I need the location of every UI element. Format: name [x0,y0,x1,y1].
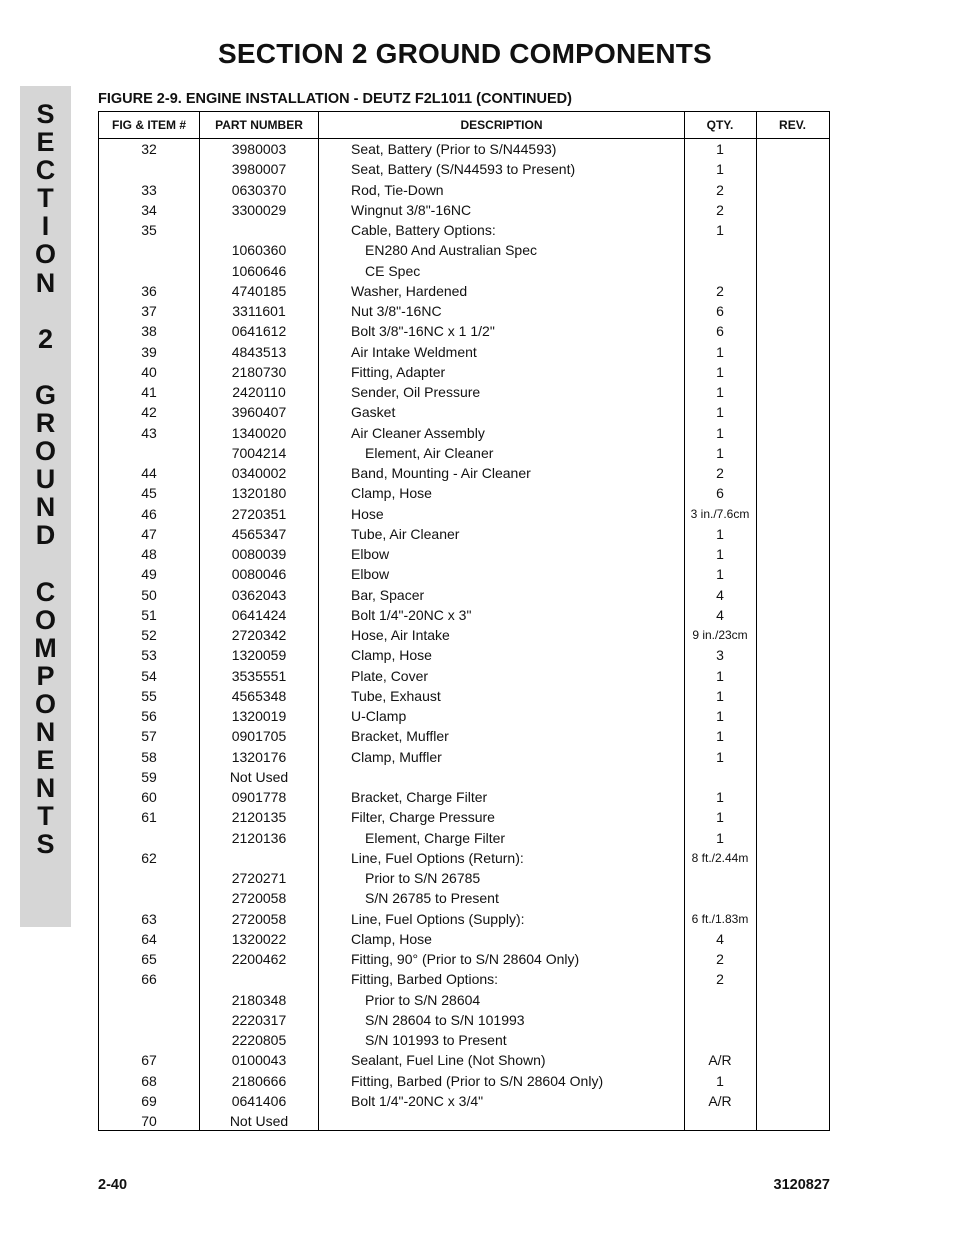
table-row [99,787,829,807]
part-number-cell: 2720058 [231,890,287,907]
part-number-cell: 2120135 [231,809,287,826]
fig-item-cell: 32 [141,141,157,157]
part-number-cell: 3980007 [231,161,287,178]
description-cell: Plate, Cover [351,667,429,684]
qty-cell: 1 [716,384,724,400]
table-row [99,1010,829,1030]
fig-item-cell: 52 [141,627,157,643]
description-cell: Seat, Battery (S/N44593 to Present) [351,161,576,178]
part-number-cell: 0100043 [231,1052,287,1069]
fig-item-cell: 35 [141,222,157,238]
fig-item-cell: 41 [141,384,157,400]
table-row [99,828,829,848]
part-number-cell: 0901778 [231,789,287,805]
part-number-cell: 7004214 [231,444,287,461]
description-cell: Prior to S/N 28604 [365,991,481,1008]
fig-item-cell: 40 [141,363,157,380]
part-number-cell: 4565348 [231,687,287,704]
part-number-cell: 3311601 [232,303,286,319]
table-row [99,929,829,949]
fig-item-cell: 55 [141,687,157,704]
fig-item-cell: 67 [141,1052,157,1069]
table-row [99,1030,829,1050]
fig-item-cell: 60 [141,789,157,805]
qty-cell: 1 [716,222,724,238]
fig-item-cell: 44 [141,465,157,481]
part-number-cell: 2720058 [231,910,287,927]
fig-item-cell: 42 [141,404,157,421]
description-cell: Air Intake Weldment [351,343,477,360]
document-number: 3120827 [773,1177,830,1193]
fig-item-cell: 68 [141,1072,157,1089]
table-row [99,321,829,341]
qty-cell: 9 in./23cm [692,628,748,642]
table-row [99,564,829,584]
table-row [99,463,829,483]
header-fig-item: FIG & ITEM # [111,118,186,132]
description-cell: Cable, Battery Options: [351,222,496,238]
table-row [99,747,829,767]
table-row [99,686,829,706]
table-row [99,605,829,625]
table-row [99,504,829,524]
fig-item-cell: 63 [141,910,157,927]
qty-cell: 1 [716,566,724,583]
description-cell: Element, Air Cleaner [365,444,494,461]
table-row [99,585,829,605]
qty-cell: 1 [716,809,724,826]
table-row [99,362,829,382]
qty-cell: 1 [716,728,724,745]
qty-cell: 2 [716,201,724,218]
fig-item-cell: 54 [141,667,157,684]
fig-item-cell: 49 [141,566,157,583]
fig-item-cell: 69 [141,1092,157,1109]
table-row [99,625,829,645]
table-row [99,990,829,1010]
fig-item-cell: 65 [141,951,157,967]
description-cell: Hose [351,505,384,522]
description-cell: Bolt 3/8"-16NC x 1 1/2" [351,323,495,340]
description-cell: Fitting, 90° (Prior to S/N 28604 Only) [351,951,580,967]
description-cell: Filter, Charge Pressure [351,809,495,826]
qty-cell: 1 [716,363,724,380]
table-row [99,402,829,422]
fig-item-cell: 38 [141,323,157,340]
fig-item-cell: 56 [141,708,157,724]
part-number-cell: 1320019 [231,708,287,724]
part-number-cell: 1320022 [231,930,287,947]
table-row [99,159,829,179]
part-number-cell: 2200462 [231,951,287,967]
table-row [99,382,829,402]
table-row [99,342,829,362]
description-cell: Element, Charge Filter [365,829,506,846]
table-row [99,706,829,726]
part-number-cell: 2720271 [231,870,287,886]
table-row [99,726,829,746]
fig-item-cell: 70 [141,1113,157,1129]
part-number-cell: 2180348 [231,991,287,1008]
table-row [99,888,829,908]
qty-cell: 4 [716,606,724,623]
table-row [99,767,829,787]
part-number-cell: 0630370 [231,181,287,198]
description-cell: Washer, Hardened [351,282,468,299]
parts-table [98,111,830,1131]
description-cell: Tube, Exhaust [351,687,441,704]
fig-item-cell: 46 [141,505,157,522]
part-number-cell: 0080046 [231,566,287,583]
description-cell: Elbow [351,546,390,562]
section-title: SECTION 2 GROUND COMPONENTS [218,38,712,69]
part-number-cell: 0641612 [231,323,287,340]
qty-cell: 1 [716,424,724,441]
qty-cell: 4 [716,586,724,603]
part-number-cell: 2220317 [231,1011,287,1028]
qty-cell: 2 [716,181,724,198]
header-part-number: PART NUMBER [215,118,303,132]
part-number-cell: 2180730 [231,363,287,380]
description-cell: Tube, Air Cleaner [351,525,460,542]
qty-cell: 1 [716,444,724,461]
table-row [99,180,829,200]
description-cell: Clamp, Hose [351,647,432,664]
qty-cell: 1 [716,829,724,846]
fig-item-cell: 33 [141,181,157,198]
table-row [99,949,829,969]
qty-cell: 1 [716,343,724,360]
qty-cell: 1 [716,525,724,542]
fig-item-cell: 45 [141,485,157,502]
part-number-cell: Not Used [229,768,289,785]
header-rev: REV. [779,118,806,132]
description-cell: Bracket, Charge Filter [351,789,488,805]
description-cell: Air Cleaner Assembly [351,424,485,441]
table-row [99,666,829,686]
qty-cell: 2 [716,465,724,481]
part-number-cell: 2720351 [231,505,287,522]
part-number-cell: 1060646 [231,262,287,279]
table-row [99,423,829,443]
qty-cell: 2 [716,951,724,967]
qty-cell: 2 [716,282,724,299]
description-cell: Bar, Spacer [351,586,425,603]
qty-cell: 1 [716,748,724,765]
qty-cell: 1 [716,789,724,805]
side-section-tab [20,86,71,927]
description-cell: Bracket, Muffler [351,728,449,745]
table-row [99,1091,829,1111]
part-number-cell: 0080039 [231,546,287,562]
header-qty: QTY. [706,118,734,132]
qty-cell: 6 [716,485,724,502]
table-row [99,281,829,301]
description-cell: Line, Fuel Options (Return): [351,849,524,866]
description-cell: Line, Fuel Options (Supply): [351,910,525,927]
description-cell: CE Spec [365,262,421,279]
table-row [99,909,829,929]
qty-cell: 1 [716,141,724,157]
qty-cell: 1 [716,708,724,724]
page-number: 2-40 [98,1177,128,1193]
fig-item-cell: 47 [141,525,157,542]
table-row [99,1111,829,1131]
part-number-cell: 1320176 [231,748,287,765]
table-row [99,1071,829,1091]
part-number-cell: Not Used [229,1113,289,1129]
description-cell: Seat, Battery (Prior to S/N44593) [351,141,557,157]
qty-cell: 1 [716,161,724,178]
table-row [99,301,829,321]
table-row [99,139,829,159]
description-cell: Clamp, Muffler [351,748,442,765]
qty-cell: 3 [716,647,724,664]
description-cell: Nut 3/8"-16NC [351,303,442,319]
part-number-cell: 3300029 [231,201,287,218]
qty-cell: 6 [716,323,724,340]
qty-cell: 4 [716,930,724,947]
fig-item-cell: 50 [141,586,157,603]
fig-item-cell: 66 [141,971,157,988]
part-number-cell: 2180666 [231,1072,287,1089]
fig-item-cell: 34 [141,201,157,218]
part-number-cell: 1320180 [231,485,287,502]
part-number-cell: 4740185 [231,282,287,299]
table-row [99,868,829,888]
part-number-cell: 0641406 [231,1092,287,1109]
qty-cell: A/R [708,1092,732,1109]
part-number-cell: 1060360 [231,242,287,259]
description-cell: Sealant, Fuel Line (Not Shown) [351,1052,546,1069]
fig-item-cell: 64 [141,930,157,947]
part-number-cell: 4843513 [231,343,287,360]
description-cell: Bolt 1/4"-20NC x 3" [351,606,472,623]
qty-cell: 1 [716,1072,724,1089]
table-row [99,220,829,240]
table-body [99,139,829,1131]
description-cell: Prior to S/N 26785 [365,870,481,886]
part-number-cell: 0901705 [231,728,287,745]
table-row [99,969,829,989]
qty-cell: 6 ft./1.83m [691,911,749,926]
fig-item-cell: 61 [141,809,157,826]
table-row [99,524,829,544]
part-number-cell: 0641424 [231,606,287,623]
qty-cell: 1 [716,687,724,704]
description-cell: Wingnut 3/8"-16NC [351,201,472,218]
part-number-cell: 2120136 [231,829,287,846]
description-cell: S/N 28604 to S/N 101993 [365,1011,525,1028]
table-row [99,443,829,463]
description-cell: Fitting, Barbed (Prior to S/N 28604 Only) [351,1072,604,1089]
part-number-cell: 0362043 [231,586,287,603]
description-cell: S/N 26785 to Present [365,890,499,907]
qty-cell: A/R [708,1052,732,1069]
table-row [99,200,829,220]
fig-item-cell: 51 [141,606,157,623]
table-row [99,1050,829,1070]
table-row [99,261,829,281]
part-number-cell: 1340020 [231,424,287,441]
fig-item-cell: 37 [141,303,157,319]
part-number-cell: 0340002 [231,465,287,481]
description-cell: Rod, Tie-Down [351,181,444,198]
qty-cell: 2 [716,971,724,988]
fig-item-cell: 48 [141,546,157,562]
description-cell: S/N 101993 to Present [365,1032,507,1048]
side-tab-text: S E C T I O N 2 G R O U N D C O M P O N E N T S [34,99,57,860]
fig-item-cell: 59 [141,768,157,785]
description-cell: Gasket [351,404,396,421]
table-row [99,544,829,564]
description-cell: Band, Mounting - Air Cleaner [351,465,531,481]
description-cell: Bolt 1/4"-20NC x 3/4" [351,1092,484,1109]
part-number-cell: 3980003 [231,141,287,157]
fig-item-cell: 57 [141,728,157,745]
part-number-cell: 2420110 [232,384,286,400]
description-cell: Hose, Air Intake [351,627,450,643]
fig-item-cell: 58 [141,748,157,765]
qty-cell: 6 [716,303,724,319]
table-row [99,240,829,260]
part-number-cell: 2220805 [231,1032,287,1048]
fig-item-cell: 43 [141,424,157,441]
fig-item-cell: 62 [141,849,157,866]
table-row [99,645,829,665]
fig-item-cell: 53 [141,647,157,664]
qty-cell: 8 ft./2.44m [691,850,749,865]
description-cell: Fitting, Adapter [351,363,446,380]
part-number-cell: 1320059 [231,647,287,664]
part-number-cell: 4565347 [231,525,287,542]
part-number-cell: 2720342 [231,627,287,643]
description-cell: Fitting, Barbed Options: [351,971,499,988]
qty-cell: 1 [716,404,724,421]
description-cell: Elbow [351,566,390,583]
part-number-cell: 3535551 [231,667,287,684]
figure-title: FIGURE 2-9. ENGINE INSTALLATION - DEUTZ F2L1011 (CONTINUED) [98,91,572,107]
description-cell: Clamp, Hose [351,930,432,947]
qty-cell: 1 [716,546,724,562]
qty-cell: 1 [716,667,724,684]
part-number-cell: 3960407 [231,404,287,421]
qty-cell: 3 in./7.6cm [690,506,750,521]
description-cell: Sender, Oil Pressure [351,384,481,400]
header-description: DESCRIPTION [460,118,543,132]
description-cell: Clamp, Hose [351,485,432,502]
description-cell: U-Clamp [351,708,407,724]
table-row [99,807,829,827]
fig-item-cell: 36 [141,282,157,299]
table-row [99,483,829,503]
fig-item-cell: 39 [141,343,157,360]
description-cell: EN280 And Australian Spec [365,242,538,259]
table-row [99,848,829,868]
